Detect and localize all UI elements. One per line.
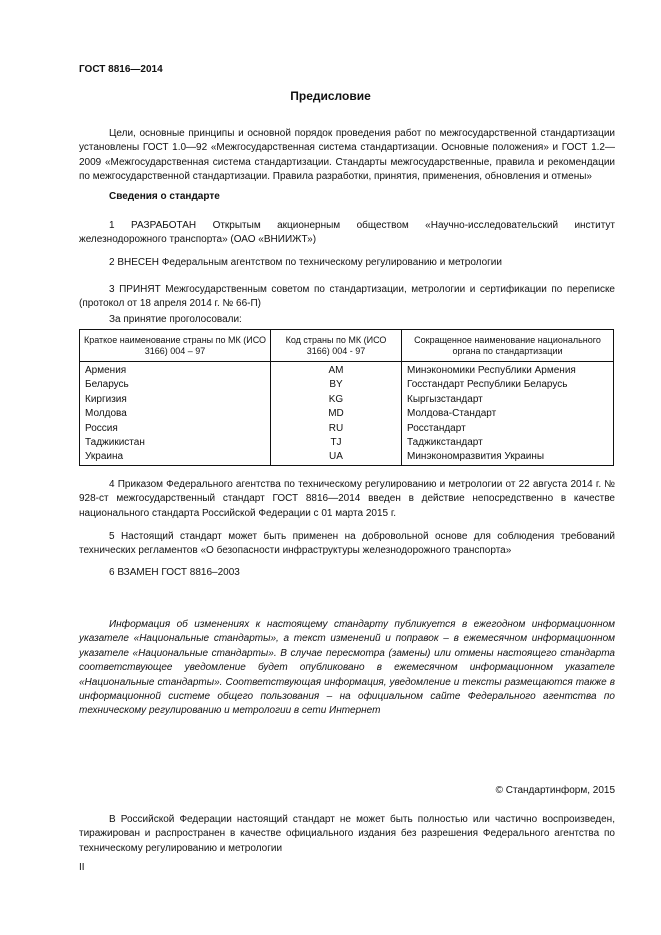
table-row	[80, 393, 614, 407]
cell-body: Кыргызстандарт	[402, 393, 614, 407]
cell-country: Молдова	[80, 407, 271, 421]
cell-country: Россия	[80, 422, 271, 436]
cell-code: AM	[271, 362, 402, 379]
cell-body: Таджикстандарт	[402, 436, 614, 450]
item-4: 4 Приказом Федерального агентства по техническому регулированию и метрологии от 22 августа 2014 г. № 928-ст межгосударственный стандарт ГОСТ 8816—2014 введен в действие непосредственно в качестве национального стандарта Российской Федерации с 01 марта 2015 г.	[79, 479, 615, 519]
page-title: Предисловие	[290, 89, 371, 103]
col-header-country: Краткое наименование страны по МК (ИСО 3166) 004 – 97	[80, 330, 271, 362]
copyright: © Стандартинформ, 2015	[495, 785, 615, 796]
cell-body: Росстандарт	[402, 422, 614, 436]
cell-country: Украина	[80, 450, 271, 465]
cell-body: Госстандарт Республики Беларусь	[402, 378, 614, 392]
page-header: ГОСТ 8816—2014	[79, 64, 163, 75]
cell-country: Киргизия	[80, 393, 271, 407]
page-number: II	[79, 862, 85, 873]
item-3: 3 ПРИНЯТ Межгосударственным советом по стандартизации, метрологии и сертификации по переписке (протокол от 18 апреля 2014 г. № 66-П)	[79, 284, 615, 310]
col-header-code: Код страны по МК (ИСО 3166) 004 - 97	[271, 330, 402, 362]
table-row	[80, 407, 614, 421]
changes-info: Информация об изменениях к настоящему стандарту публикуется в ежегодном информационном указателе «Национальные стандарты», а текст изменений и поправок – в ежемесячном информационном указателе «Национальные стандарты». В случае пересмотра (замены) или отмены настоящего стандарта соответствующее уведомление будет опубликовано в ежемесячном информационном указателе «Национальные стандарты». Соответствующая информация, уведомление и тексты размещаются также в информационной системе общего пользования – на официальном сайте Федерального агентства по техническому регулированию и метрологии в сети Интернет	[79, 619, 615, 717]
cell-code: KG	[271, 393, 402, 407]
cell-code: TJ	[271, 436, 402, 450]
col-header-body: Сокращенное наименование национального органа по стандартизации	[402, 330, 614, 362]
table-header-row	[80, 330, 614, 362]
table-row	[80, 436, 614, 450]
cell-code: MD	[271, 407, 402, 421]
countries-table	[79, 329, 614, 466]
table-row	[80, 450, 614, 465]
item-6: 6 ВЗАМЕН ГОСТ 8816–2003	[109, 567, 240, 578]
cell-code: RU	[271, 422, 402, 436]
cell-code: BY	[271, 378, 402, 392]
cell-country: Таджикистан	[80, 436, 271, 450]
cell-country: Армения	[80, 362, 271, 379]
cell-code: UA	[271, 450, 402, 465]
cell-body: Минэкономики Республики Армения	[402, 362, 614, 379]
item-1: 1 РАЗРАБОТАН Открытым акционерным обществом «Научно-исследовательский институт железнодорожного транспорта» (ОАО «ВНИИЖТ»)	[79, 220, 615, 246]
reproduction-notice: В Российской Федерации настоящий стандарт не может быть полностью или частично воспроизведен, тиражирован и распространен в качестве официального издания без разрешения Федерального агентства по техническому регулированию и метрологии	[79, 814, 615, 854]
table-row	[80, 362, 614, 379]
section-subtitle: Сведения о стандарте	[109, 191, 220, 202]
cell-body: Минэкономразвития Украины	[402, 450, 614, 465]
cell-body: Молдова-Стандарт	[402, 407, 614, 421]
item-5: 5 Настоящий стандарт может быть применен на добровольной основе для соблюдения требований технических регламентов «О безопасности инфраструктуры железнодорожного транспорта»	[79, 531, 615, 557]
intro-paragraph: Цели, основные принципы и основной порядок проведения работ по межгосударственной стандартизации установлены ГОСТ 1.0—92 «Межгосударственная система стандартизации. Основные положения» и ГОСТ 1.2—2009 «Межгосударственная система стандартизации. Стандарты межгосударственные, правила и рекомендации по межгосударственной стандартизации. Правила разработки, принятия, применения, обновления и отмены»	[79, 128, 615, 183]
table-row	[80, 422, 614, 436]
item-2: 2 ВНЕСЕН Федеральным агентством по техническому регулированию и метрологии	[109, 257, 502, 268]
voted-caption: За принятие проголосовали:	[109, 314, 242, 325]
cell-country: Беларусь	[80, 378, 271, 392]
table-row	[80, 378, 614, 392]
